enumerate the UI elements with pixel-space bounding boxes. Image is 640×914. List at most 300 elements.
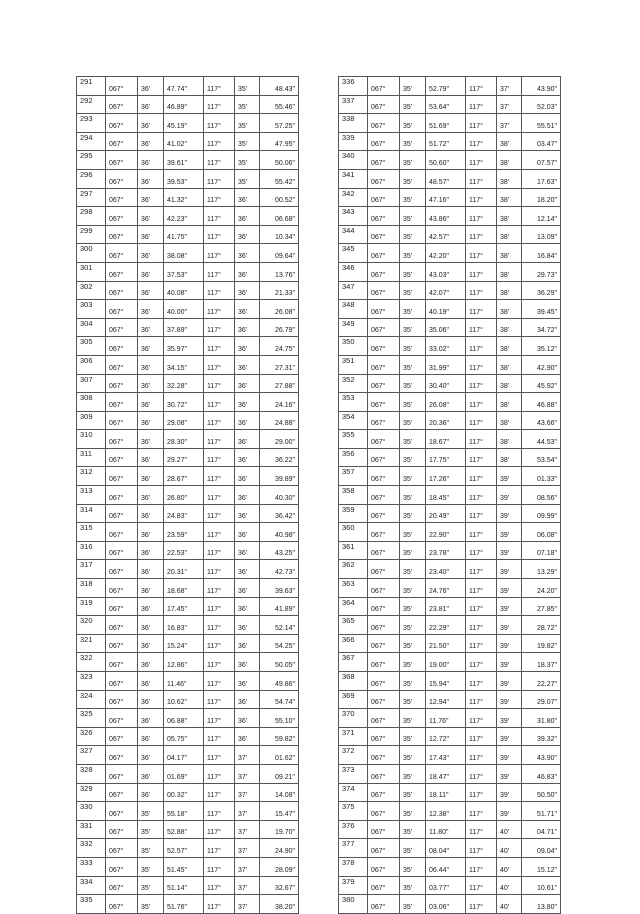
table-row	[339, 523, 561, 542]
lat-minutes-cell: 36'	[138, 393, 164, 412]
lat-minutes-cell: 35'	[138, 857, 164, 876]
lon-seconds-cell: 07.57"	[522, 151, 561, 170]
lat-minutes-cell: 35'	[138, 802, 164, 821]
point-number-cell: 359	[339, 504, 368, 523]
lon-seconds-cell: 50.06"	[260, 151, 299, 170]
lon-minutes-cell: 40'	[497, 839, 522, 858]
lat-minutes-cell: 36'	[138, 374, 164, 393]
lon-minutes-cell: 37'	[235, 746, 260, 765]
lat-degrees-cell: 067°	[368, 393, 400, 412]
lat-minutes-cell: 36'	[138, 709, 164, 728]
lat-degrees-cell: 067°	[106, 262, 138, 281]
lat-degrees-cell: 067°	[368, 597, 400, 616]
lon-degrees-cell: 117°	[466, 393, 497, 412]
point-number-cell: 331	[77, 820, 106, 839]
lat-degrees-cell: 067°	[106, 653, 138, 672]
lon-minutes-cell: 39'	[497, 709, 522, 728]
lat-minutes-cell: 36'	[138, 430, 164, 449]
point-number-cell: 374	[339, 783, 368, 802]
lat-seconds-cell: 39.61"	[164, 151, 204, 170]
point-number-cell: 321	[77, 634, 106, 653]
table-row	[77, 672, 299, 691]
lat-seconds-cell: 50.60"	[426, 151, 466, 170]
point-number-cell: 304	[77, 318, 106, 337]
lon-seconds-cell: 16.84"	[522, 244, 561, 263]
table-row	[339, 467, 561, 486]
point-number-cell: 354	[339, 411, 368, 430]
table-row	[339, 95, 561, 114]
lat-degrees-cell: 067°	[368, 727, 400, 746]
table-row	[339, 857, 561, 876]
lat-seconds-cell: 18.67"	[426, 430, 466, 449]
lat-seconds-cell: 17.26"	[426, 467, 466, 486]
lat-minutes-cell: 36'	[138, 764, 164, 783]
lat-seconds-cell: 15.24"	[164, 634, 204, 653]
lon-minutes-cell: 39'	[497, 523, 522, 542]
table-row	[77, 709, 299, 728]
lon-seconds-cell: 43.90"	[522, 77, 561, 96]
point-number-cell: 377	[339, 839, 368, 858]
table-row	[77, 653, 299, 672]
table-row	[77, 541, 299, 560]
lon-degrees-cell: 117°	[466, 876, 497, 895]
lon-degrees-cell: 117°	[204, 77, 235, 96]
lat-seconds-cell: 51.14"	[164, 876, 204, 895]
lat-seconds-cell: 51.72"	[426, 132, 466, 151]
lat-degrees-cell: 067°	[106, 876, 138, 895]
lat-seconds-cell: 37.89"	[164, 318, 204, 337]
lon-degrees-cell: 117°	[466, 616, 497, 635]
point-number-cell: 295	[77, 151, 106, 170]
lat-minutes-cell: 36'	[138, 523, 164, 542]
table-row	[339, 262, 561, 281]
lat-degrees-cell: 067°	[106, 504, 138, 523]
lon-minutes-cell: 36'	[235, 616, 260, 635]
lon-degrees-cell: 117°	[466, 634, 497, 653]
point-number-cell: 373	[339, 764, 368, 783]
table-row	[339, 244, 561, 263]
lat-seconds-cell: 40.19"	[426, 300, 466, 319]
point-number-cell: 356	[339, 448, 368, 467]
point-number-cell: 329	[77, 783, 106, 802]
lon-degrees-cell: 117°	[204, 634, 235, 653]
lon-seconds-cell: 55.10"	[260, 709, 299, 728]
lat-minutes-cell: 36'	[138, 244, 164, 263]
lat-minutes-cell: 36'	[138, 114, 164, 133]
coordinates-table-right-body	[339, 77, 561, 914]
lat-degrees-cell: 067°	[368, 690, 400, 709]
lon-seconds-cell: 19.70"	[260, 820, 299, 839]
lat-seconds-cell: 19.00"	[426, 653, 466, 672]
table-row	[77, 467, 299, 486]
lon-degrees-cell: 117°	[204, 783, 235, 802]
lat-degrees-cell: 067°	[368, 523, 400, 542]
lon-seconds-cell: 34.72"	[522, 318, 561, 337]
point-number-cell: 367	[339, 653, 368, 672]
lon-minutes-cell: 40'	[497, 857, 522, 876]
table-row	[77, 95, 299, 114]
lon-degrees-cell: 117°	[466, 523, 497, 542]
lon-minutes-cell: 39'	[497, 746, 522, 765]
lon-seconds-cell: 01.62"	[260, 746, 299, 765]
lat-seconds-cell: 18.68"	[164, 579, 204, 598]
table-row	[77, 746, 299, 765]
table-row	[77, 486, 299, 505]
table-row	[339, 188, 561, 207]
lat-seconds-cell: 51.45"	[164, 857, 204, 876]
lon-degrees-cell: 117°	[204, 876, 235, 895]
table-row	[339, 132, 561, 151]
lat-seconds-cell: 52.88"	[164, 820, 204, 839]
lon-seconds-cell: 10.34"	[260, 225, 299, 244]
point-number-cell: 371	[339, 727, 368, 746]
lon-degrees-cell: 117°	[466, 300, 497, 319]
lat-minutes-cell: 35'	[400, 355, 426, 374]
lon-seconds-cell: 27.88"	[260, 374, 299, 393]
lat-minutes-cell: 35'	[400, 876, 426, 895]
lat-degrees-cell: 067°	[106, 225, 138, 244]
lon-degrees-cell: 117°	[204, 857, 235, 876]
lat-degrees-cell: 067°	[106, 337, 138, 356]
lat-degrees-cell: 067°	[368, 467, 400, 486]
table-row	[77, 374, 299, 393]
lat-degrees-cell: 067°	[106, 523, 138, 542]
lon-minutes-cell: 36'	[235, 504, 260, 523]
lat-seconds-cell: 17.43"	[426, 746, 466, 765]
lon-minutes-cell: 36'	[235, 207, 260, 226]
lon-minutes-cell: 36'	[235, 337, 260, 356]
point-number-cell: 333	[77, 857, 106, 876]
table-row	[339, 839, 561, 858]
lat-minutes-cell: 35'	[400, 802, 426, 821]
lon-degrees-cell: 117°	[466, 448, 497, 467]
lat-minutes-cell: 35'	[400, 300, 426, 319]
lat-minutes-cell: 35'	[400, 895, 426, 914]
lat-seconds-cell: 52.57"	[164, 839, 204, 858]
table-row	[339, 876, 561, 895]
point-number-cell: 314	[77, 504, 106, 523]
table-row	[339, 151, 561, 170]
lat-degrees-cell: 067°	[106, 764, 138, 783]
table-row	[77, 262, 299, 281]
lat-degrees-cell: 067°	[106, 151, 138, 170]
lat-seconds-cell: 33.02"	[426, 337, 466, 356]
lat-seconds-cell: 47.74"	[164, 77, 204, 96]
lon-minutes-cell: 39'	[497, 597, 522, 616]
lat-seconds-cell: 42.23"	[164, 207, 204, 226]
lon-degrees-cell: 117°	[466, 77, 497, 96]
lat-degrees-cell: 067°	[106, 281, 138, 300]
lon-minutes-cell: 38'	[497, 374, 522, 393]
point-number-cell: 364	[339, 597, 368, 616]
lat-degrees-cell: 067°	[106, 690, 138, 709]
lat-minutes-cell: 35'	[400, 95, 426, 114]
lon-seconds-cell: 18.37"	[522, 653, 561, 672]
lat-seconds-cell: 40.08"	[164, 281, 204, 300]
table-row	[77, 225, 299, 244]
lat-seconds-cell: 43.86"	[426, 207, 466, 226]
lat-seconds-cell: 52.79"	[426, 77, 466, 96]
point-number-cell: 303	[77, 300, 106, 319]
point-number-cell: 297	[77, 188, 106, 207]
point-number-cell: 372	[339, 746, 368, 765]
lat-seconds-cell: 17.75"	[426, 448, 466, 467]
lat-seconds-cell: 12.38"	[426, 802, 466, 821]
lat-seconds-cell: 28.30"	[164, 430, 204, 449]
lat-minutes-cell: 35'	[138, 876, 164, 895]
lat-seconds-cell: 46.89"	[164, 95, 204, 114]
lon-degrees-cell: 117°	[204, 895, 235, 914]
lon-degrees-cell: 117°	[466, 132, 497, 151]
lon-minutes-cell: 36'	[235, 541, 260, 560]
lon-seconds-cell: 03.47"	[522, 132, 561, 151]
lat-minutes-cell: 36'	[138, 597, 164, 616]
lat-minutes-cell: 36'	[138, 262, 164, 281]
lon-minutes-cell: 37'	[235, 783, 260, 802]
lat-degrees-cell: 067°	[106, 634, 138, 653]
point-number-cell: 318	[77, 579, 106, 598]
point-number-cell: 340	[339, 151, 368, 170]
lat-minutes-cell: 35'	[400, 486, 426, 505]
lon-degrees-cell: 117°	[204, 802, 235, 821]
lon-degrees-cell: 117°	[466, 337, 497, 356]
lon-degrees-cell: 117°	[466, 579, 497, 598]
lon-degrees-cell: 117°	[466, 374, 497, 393]
table-row	[339, 355, 561, 374]
lat-degrees-cell: 067°	[368, 504, 400, 523]
lon-minutes-cell: 36'	[235, 709, 260, 728]
lat-seconds-cell: 55.18"	[164, 802, 204, 821]
lat-seconds-cell: 18.11"	[426, 783, 466, 802]
lat-seconds-cell: 12.86"	[164, 653, 204, 672]
lon-minutes-cell: 39'	[497, 764, 522, 783]
lon-minutes-cell: 37'	[235, 820, 260, 839]
lon-degrees-cell: 117°	[204, 653, 235, 672]
lat-minutes-cell: 35'	[400, 225, 426, 244]
lon-minutes-cell: 40'	[497, 876, 522, 895]
lat-seconds-cell: 39.53"	[164, 169, 204, 188]
lat-minutes-cell: 36'	[138, 616, 164, 635]
table-row	[77, 634, 299, 653]
lat-seconds-cell: 26.08"	[426, 393, 466, 412]
lat-degrees-cell: 067°	[368, 300, 400, 319]
table-row	[77, 820, 299, 839]
lon-seconds-cell: 27.85"	[522, 597, 561, 616]
lon-seconds-cell: 50.05"	[260, 653, 299, 672]
lon-degrees-cell: 117°	[466, 281, 497, 300]
lon-seconds-cell: 39.89"	[260, 467, 299, 486]
point-number-cell: 301	[77, 262, 106, 281]
lon-minutes-cell: 39'	[497, 616, 522, 635]
lat-seconds-cell: 51.76"	[164, 895, 204, 914]
lon-minutes-cell: 36'	[235, 690, 260, 709]
point-number-cell: 358	[339, 486, 368, 505]
point-number-cell: 363	[339, 579, 368, 598]
lat-degrees-cell: 067°	[106, 77, 138, 96]
lon-seconds-cell: 50.50"	[522, 783, 561, 802]
lat-minutes-cell: 35'	[400, 764, 426, 783]
lat-seconds-cell: 05.75"	[164, 727, 204, 746]
lon-minutes-cell: 39'	[497, 504, 522, 523]
lon-seconds-cell: 06.68"	[260, 207, 299, 226]
point-number-cell: 369	[339, 690, 368, 709]
lon-seconds-cell: 13.80"	[522, 895, 561, 914]
point-number-cell: 361	[339, 541, 368, 560]
table-row	[77, 244, 299, 263]
lat-seconds-cell: 40.00"	[164, 300, 204, 319]
lon-seconds-cell: 43.90"	[522, 746, 561, 765]
lon-minutes-cell: 39'	[497, 467, 522, 486]
lon-degrees-cell: 117°	[204, 300, 235, 319]
lon-degrees-cell: 117°	[204, 690, 235, 709]
point-number-cell: 300	[77, 244, 106, 263]
lon-seconds-cell: 17.63"	[522, 169, 561, 188]
lon-seconds-cell: 46.88"	[522, 393, 561, 412]
table-row	[77, 448, 299, 467]
lon-seconds-cell: 46.83"	[522, 764, 561, 783]
lat-degrees-cell: 067°	[368, 895, 400, 914]
table-row	[77, 727, 299, 746]
lat-seconds-cell: 01.69"	[164, 764, 204, 783]
lon-degrees-cell: 117°	[466, 802, 497, 821]
table-row	[339, 318, 561, 337]
lat-seconds-cell: 00.32"	[164, 783, 204, 802]
table-row	[339, 300, 561, 319]
lat-minutes-cell: 35'	[400, 597, 426, 616]
table-row	[339, 653, 561, 672]
lat-minutes-cell: 35'	[400, 393, 426, 412]
lat-degrees-cell: 067°	[106, 597, 138, 616]
lat-seconds-cell: 21.50"	[426, 634, 466, 653]
lat-minutes-cell: 35'	[400, 114, 426, 133]
table-row	[339, 802, 561, 821]
lon-seconds-cell: 10.61"	[522, 876, 561, 895]
table-row	[77, 188, 299, 207]
point-number-cell: 315	[77, 523, 106, 542]
lon-seconds-cell: 36.29"	[522, 281, 561, 300]
lon-minutes-cell: 38'	[497, 244, 522, 263]
lat-minutes-cell: 36'	[138, 579, 164, 598]
lon-degrees-cell: 117°	[204, 244, 235, 263]
table-row	[339, 393, 561, 412]
lat-minutes-cell: 36'	[138, 355, 164, 374]
lat-minutes-cell: 35'	[138, 820, 164, 839]
table-row	[339, 579, 561, 598]
coordinates-table-left-body	[77, 77, 299, 914]
point-number-cell: 332	[77, 839, 106, 858]
lat-minutes-cell: 35'	[400, 318, 426, 337]
table-row	[339, 374, 561, 393]
point-number-cell: 360	[339, 523, 368, 542]
lat-minutes-cell: 35'	[400, 560, 426, 579]
lon-degrees-cell: 117°	[466, 727, 497, 746]
table-row	[77, 393, 299, 412]
lon-minutes-cell: 35'	[235, 132, 260, 151]
lat-minutes-cell: 35'	[400, 207, 426, 226]
table-row	[77, 430, 299, 449]
lat-seconds-cell: 15.94"	[426, 672, 466, 691]
lon-seconds-cell: 36.22"	[260, 448, 299, 467]
point-number-cell: 309	[77, 411, 106, 430]
lon-degrees-cell: 117°	[204, 764, 235, 783]
table-row	[77, 132, 299, 151]
lat-degrees-cell: 067°	[368, 114, 400, 133]
lon-degrees-cell: 117°	[204, 486, 235, 505]
lat-degrees-cell: 067°	[368, 579, 400, 598]
lat-degrees-cell: 067°	[106, 727, 138, 746]
lat-minutes-cell: 35'	[400, 188, 426, 207]
lat-minutes-cell: 36'	[138, 169, 164, 188]
lon-degrees-cell: 117°	[466, 504, 497, 523]
table-row	[339, 820, 561, 839]
point-number-cell: 339	[339, 132, 368, 151]
lon-seconds-cell: 52.03"	[522, 95, 561, 114]
lat-seconds-cell: 30.72"	[164, 393, 204, 412]
lat-degrees-cell: 067°	[106, 393, 138, 412]
lat-degrees-cell: 067°	[368, 746, 400, 765]
lat-degrees-cell: 067°	[368, 857, 400, 876]
lat-seconds-cell: 42.20"	[426, 244, 466, 263]
table-row	[77, 616, 299, 635]
lon-degrees-cell: 117°	[204, 151, 235, 170]
lon-degrees-cell: 117°	[204, 820, 235, 839]
lon-minutes-cell: 39'	[497, 579, 522, 598]
point-number-cell: 316	[77, 541, 106, 560]
lon-seconds-cell: 13.29"	[522, 560, 561, 579]
lat-degrees-cell: 067°	[106, 560, 138, 579]
lat-minutes-cell: 36'	[138, 337, 164, 356]
lon-seconds-cell: 04.71"	[522, 820, 561, 839]
lat-minutes-cell: 36'	[138, 281, 164, 300]
lon-degrees-cell: 117°	[466, 746, 497, 765]
lat-seconds-cell: 43.03"	[426, 262, 466, 281]
lon-seconds-cell: 26.08"	[260, 300, 299, 319]
lon-minutes-cell: 36'	[235, 523, 260, 542]
lat-minutes-cell: 36'	[138, 151, 164, 170]
lat-seconds-cell: 38.08"	[164, 244, 204, 263]
point-number-cell: 366	[339, 634, 368, 653]
lat-minutes-cell: 36'	[138, 541, 164, 560]
lon-degrees-cell: 117°	[466, 95, 497, 114]
table-row	[77, 560, 299, 579]
lon-minutes-cell: 36'	[235, 672, 260, 691]
lon-degrees-cell: 117°	[466, 690, 497, 709]
lon-minutes-cell: 36'	[235, 430, 260, 449]
table-row	[77, 169, 299, 188]
lon-seconds-cell: 42.90"	[522, 355, 561, 374]
lon-seconds-cell: 07.18"	[522, 541, 561, 560]
lon-degrees-cell: 117°	[466, 672, 497, 691]
lat-seconds-cell: 35.06"	[426, 318, 466, 337]
lat-degrees-cell: 067°	[368, 132, 400, 151]
lat-degrees-cell: 067°	[106, 486, 138, 505]
lon-minutes-cell: 38'	[497, 393, 522, 412]
lat-degrees-cell: 067°	[106, 448, 138, 467]
lat-minutes-cell: 36'	[138, 188, 164, 207]
lat-degrees-cell: 067°	[368, 430, 400, 449]
lon-minutes-cell: 36'	[235, 448, 260, 467]
lat-degrees-cell: 067°	[106, 355, 138, 374]
lon-seconds-cell: 39.32"	[522, 727, 561, 746]
lat-seconds-cell: 29.27"	[164, 448, 204, 467]
lon-degrees-cell: 117°	[204, 467, 235, 486]
point-number-cell: 330	[77, 802, 106, 821]
point-number-cell: 345	[339, 244, 368, 263]
lon-seconds-cell: 40.98"	[260, 523, 299, 542]
point-number-cell: 328	[77, 764, 106, 783]
lat-minutes-cell: 36'	[138, 746, 164, 765]
lat-degrees-cell: 067°	[368, 486, 400, 505]
